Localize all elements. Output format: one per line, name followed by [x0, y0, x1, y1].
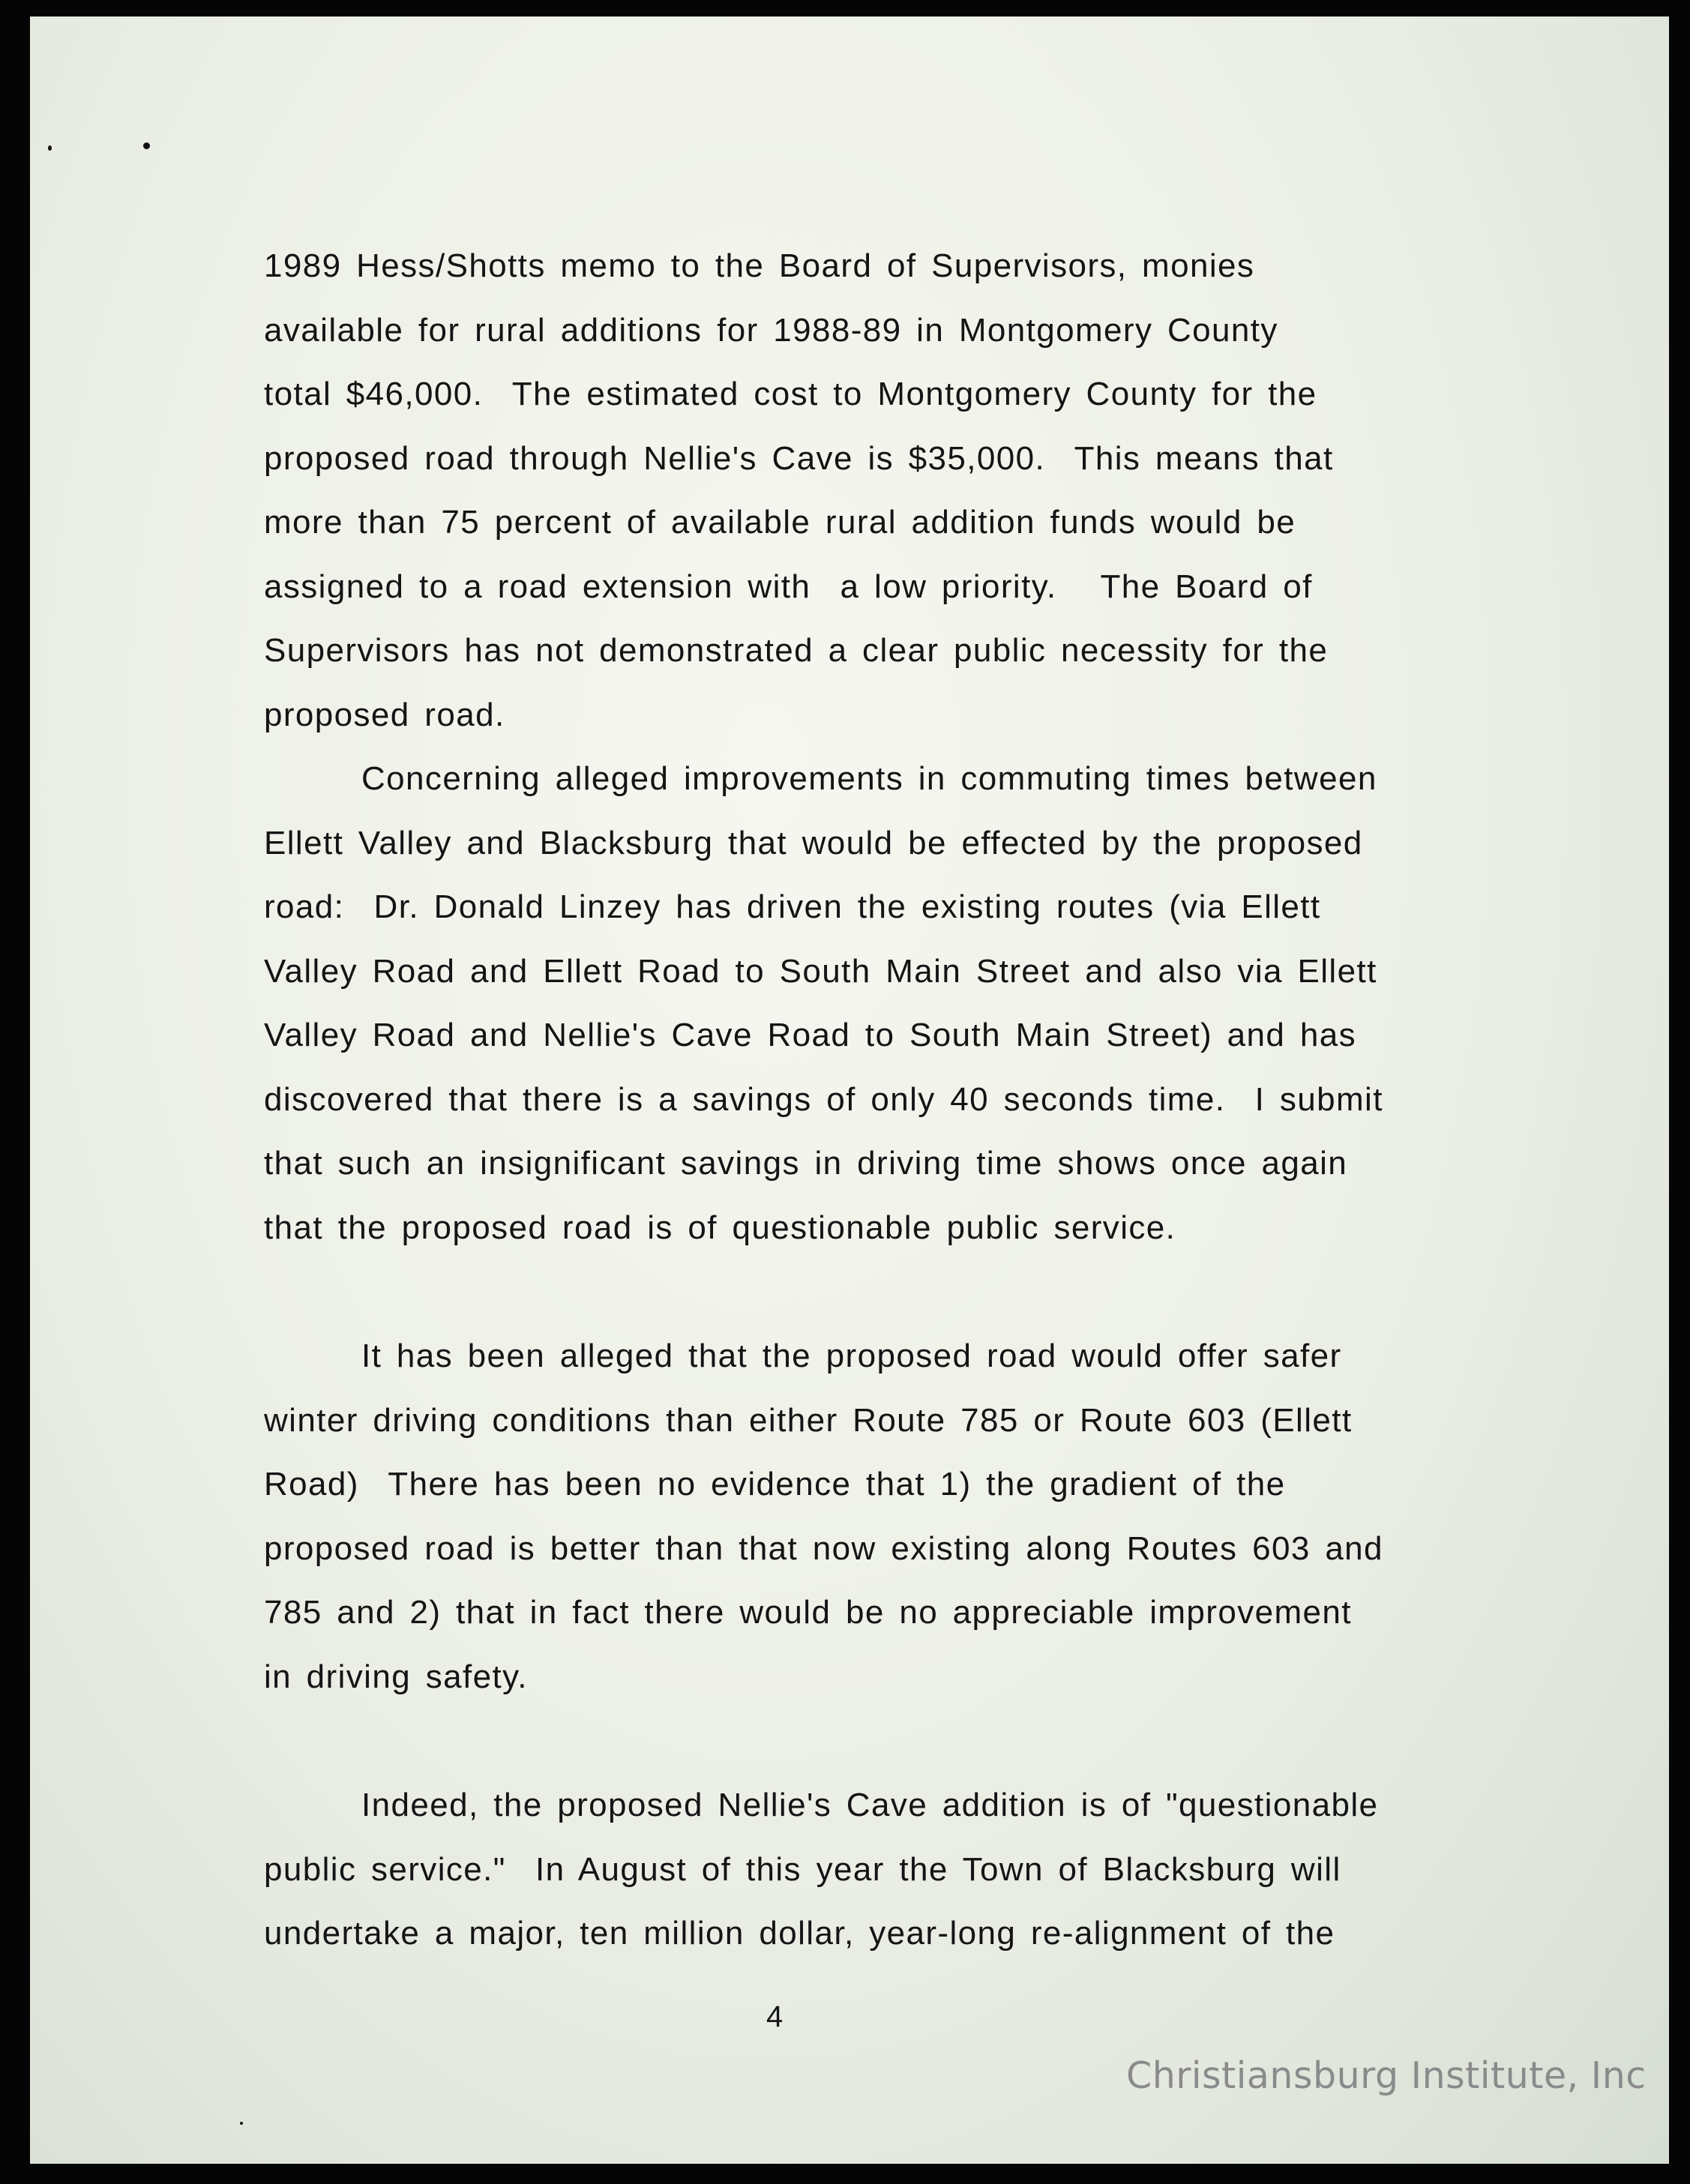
punch-mark	[240, 2122, 243, 2125]
text-line: undertake a major, ten million dollar, year-long re-alignment of the	[264, 1915, 1335, 1952]
text-line: assigned to a road extension with a low priority. The Board of	[264, 568, 1313, 605]
text-line: that the proposed road is of questionable public service.	[264, 1209, 1176, 1246]
text-line: available for rural additions for 1988-89 in Montgomery County	[264, 311, 1278, 349]
text-line: Ellett Valley and Blacksburg that would be effected by the proposed	[264, 824, 1363, 861]
paragraph-gap	[264, 1260, 1494, 1324]
paragraph-gap	[264, 1709, 1494, 1773]
text-line: Valley Road and Nellie's Cave Road to South Main Street) and has	[264, 1017, 1357, 1053]
text-line: Indeed, the proposed Nellie's Cave addition is of "questionable	[361, 1787, 1379, 1823]
text-line: Road) There has been no evidence that 1) the gradient of the	[264, 1466, 1286, 1502]
text-line: total $46,000. The estimated cost to Montgomery County for the	[264, 376, 1317, 412]
text-line: winter driving conditions than either Route 785 or Route 603 (Ellett	[264, 1401, 1353, 1439]
text-line: more than 75 percent of available rural addition funds would be	[264, 504, 1296, 541]
text-line: in driving safety.	[264, 1658, 528, 1695]
page-number: 4	[766, 2000, 784, 2033]
text-line: Supervisors has not demonstrated a clear public necessity for the	[264, 632, 1329, 669]
watermark: Christiansburg Institute, Inc	[1126, 2054, 1647, 2097]
text-line: proposed road is better than that now existing along Routes 603 and	[264, 1529, 1383, 1567]
text-line: road: Dr. Donald Linzey has driven the existing routes (via Ellett	[264, 888, 1321, 925]
text-line: proposed road.	[264, 696, 505, 733]
document-page	[30, 16, 1669, 2164]
text-line: public service." In August of this year the Town of Blacksburg will	[264, 1850, 1341, 1888]
text-line: It has been alleged that the proposed road would offer safer	[361, 1338, 1342, 1374]
text-line: discovered that there is a savings of only 40 seconds time. I submit	[264, 1080, 1383, 1118]
text-line: proposed road through Nellie's Cave is $35,000. This means that	[264, 439, 1334, 477]
text-line: that such an insignificant savings in driving time shows once again	[264, 1145, 1348, 1182]
punch-mark	[48, 145, 52, 151]
text-line: 1989 Hess/Shotts memo to the Board of Supervisors, monies	[264, 247, 1255, 284]
text-line: 785 and 2) that in fact there would be no appreciable improvement	[264, 1594, 1352, 1631]
text-line: Valley Road and Ellett Road to South Main Street and also via Ellett	[264, 952, 1377, 990]
text-line: Concerning alleged improvements in commuting times between	[361, 760, 1377, 797]
punch-mark	[143, 142, 150, 149]
document-body	[264, 234, 1494, 1966]
